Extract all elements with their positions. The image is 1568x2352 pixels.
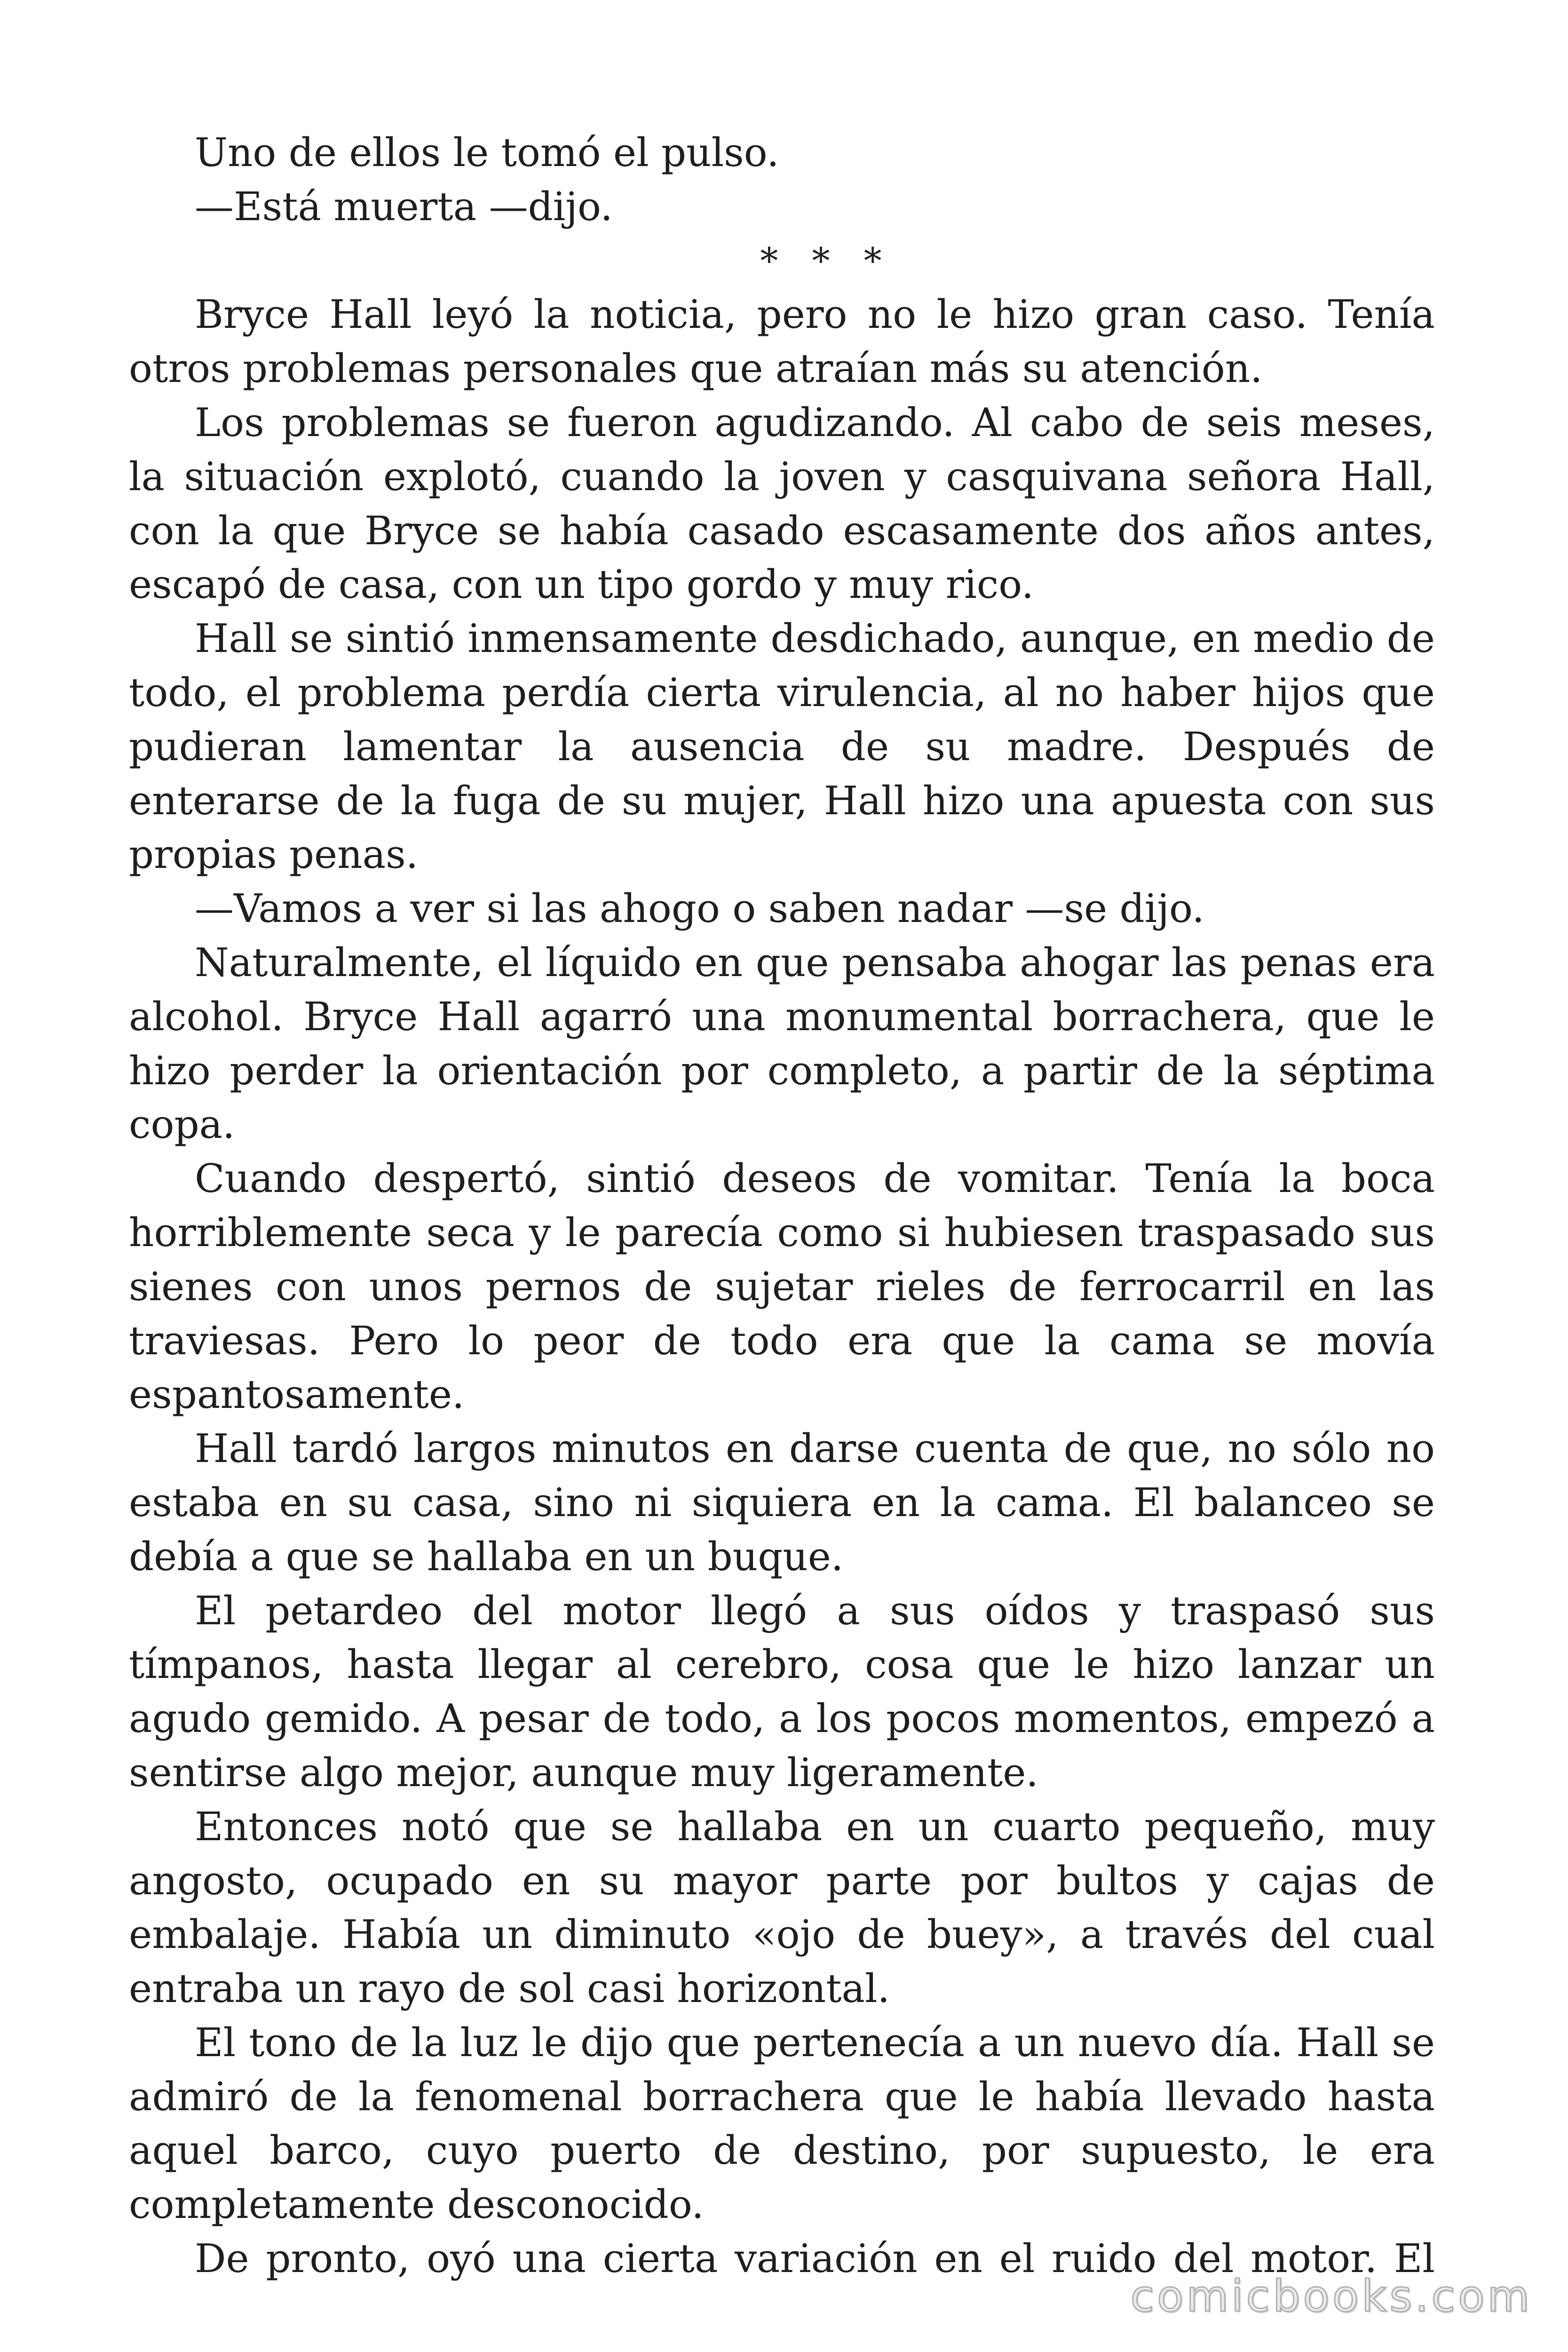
paragraph: Hall se sintió inmensamente desdichado, aunque, en medio de todo, el problema perdía cierta virulencia, al no haber hijos que pudieran lamentar la ausencia de su madre. Después de enterarse de la fuga de su mujer, Hall hizo una apuesta con sus propias penas. (129, 616, 1435, 878)
dialogue-paragraph: —Vamos a ver si las ahogo o saben nadar —se dijo. (195, 886, 1204, 932)
paragraph: Bryce Hall leyó la noticia, pero no le hizo gran caso. Tenía otros problemas personales que atraían más su atención. (129, 292, 1435, 392)
paragraph: Entonces notó que se hallaba en un cuarto pequeño, muy angosto, ocupado en su mayor parte por bultos y cajas de embalaje. Había un diminuto «ojo de buey», a través del cual entraba un rayo de sol casi horizontal. (129, 1804, 1435, 2012)
paragraph: El petardeo del motor llegó a sus oídos y traspasó sus tímpanos, hasta llegar al cerebro, cosa que le hizo lanzar un agudo gemido. A pesar de todo, a los pocos momentos, empezó a sentirse algo mejor, aunque muy ligeramente. (129, 1588, 1435, 1796)
paragraph-continued: De pronto, oyó una cierta variación en el ruido del motor. El (195, 2236, 1435, 2282)
body-text (129, 126, 1435, 2286)
paragraph: Naturalmente, el líquido en que pensaba ahogar las penas era alcohol. Bryce Hall agarró una monumental borrachera, que le hizo perder la orientación por completo, a partir de la séptima copa. (129, 939, 1435, 1148)
paragraph: Cuando despertó, sintió deseos de vomitar. Tenía la boca horriblemente seca y le parecía como si hubiesen traspasado sus sienes con unos pernos de sujetar rieles de ferrocarril en las traviesas. Pero lo peor de todo era que la cama se movía espantosamente. (129, 1156, 1435, 1418)
paragraph: Hall tardó largos minutos en darse cuenta de que, no sólo no estaba en su casa, sino ni siquiera en la cama. El balanceo se debía a que se hallaba en un buque. (129, 1426, 1435, 1580)
paragraph: Los problemas se fueron agudizando. Al cabo de seis meses, la situación explotó, cuando la joven y casquivana señora Hall, con la que Bryce se había casado escasamente dos años antes, escapó de casa, con un tipo gordo y muy rico. (129, 399, 1435, 608)
paragraph: Uno de ellos le tomó el pulso. (195, 130, 779, 175)
dialogue-paragraph: —Está muerta —dijo. (195, 183, 613, 230)
section-separator: * * * (760, 239, 893, 282)
paragraph: El tono de la luz le dijo que pertenecía a un nuevo día. Hall se admiró de la fenomenal borrachera que le había llevado hasta aquel barco, cuyo puerto de destino, por supuesto, le era completamente desconocido. (129, 2019, 1435, 2228)
watermark: comicbooks.com (1130, 2271, 1532, 2321)
